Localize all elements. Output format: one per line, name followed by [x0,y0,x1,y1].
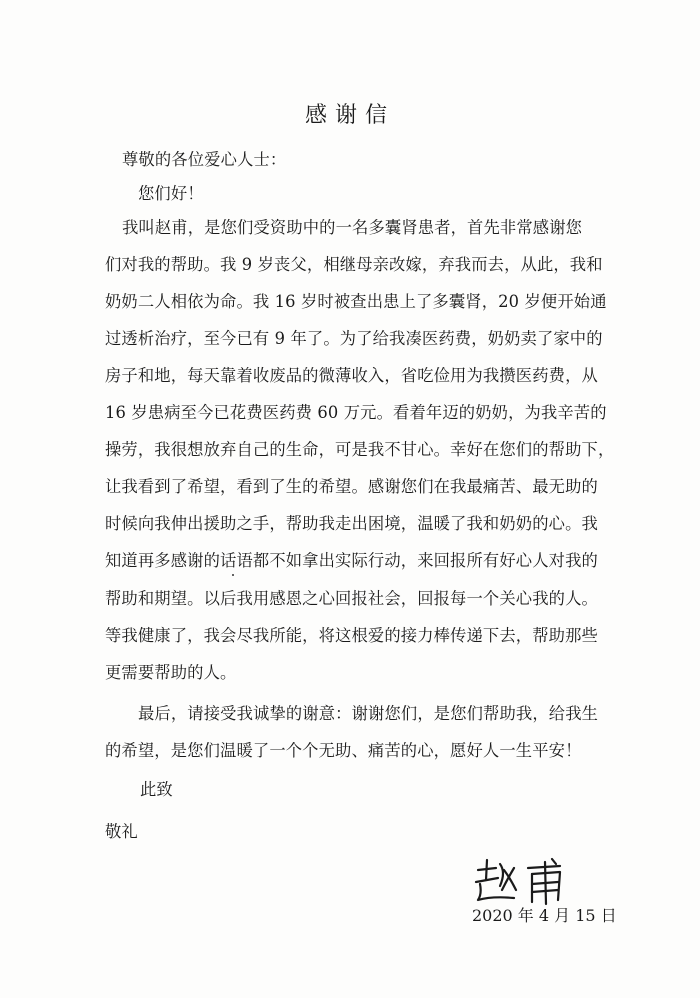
body-line: 过透析治疗，至今已有 9 年了。为了给我凑医药费，奶奶卖了家中的 [105,329,603,348]
body-line: 时候向我伸出援助之手，帮助我走出困境，温暖了我和奶奶的心。我 [105,514,598,533]
body-line: 让我看到了希望，看到了生的希望。感谢您们在我最痛苦、最无助的 [105,477,598,496]
salutation: 尊敬的各位爱心人士： [122,150,287,169]
body-line: 房子和地，每天靠着收废品的微薄收入，省吃俭用为我攒医药费，从 [105,366,598,385]
scan-mark [232,574,234,576]
body-line: 我叫赵甫，是您们受资助中的一名多囊肾患者，首先非常感谢您 [122,218,583,237]
body-line: 16 岁患病至今已花费医药费 60 万元。看着年迈的奶奶，为我辛苦的 [105,403,607,422]
letter-date: 2020 年 4 月 15 日 [472,906,617,925]
handwritten-signature [470,856,580,906]
sign-off-respectfully: 此致 [140,780,173,799]
body-line: 操劳，我很想放弃自己的生命，可是我不甘心。幸好在您们的帮助下， [105,440,615,459]
body-line: 奶奶二人相依为命。我 16 岁时被查出患上了多囊肾，20 岁便开始通 [105,292,607,311]
greeting: 您们好！ [138,184,204,203]
body-line: 等我健康了，我会尽我所能，将这根爱的接力棒传递下去，帮助那些 [105,626,598,645]
letter-title: 感谢信 [304,103,395,128]
body-line: 们对我的帮助。我 9 岁丧父，相继母亲改嫁，弃我而去，从此，我和 [105,255,603,274]
closing-line: 最后，请接受我诚挚的谢意：谢谢您们，是您们帮助我，给我生 [138,704,599,723]
sign-off-salute: 敬礼 [105,822,138,841]
body-line: 更需要帮助的人。 [105,663,237,682]
closing-line: 的希望，是您们温暖了一个个无助、痛苦的心，愿好人一生平安！ [105,741,582,760]
body-line: 帮助和期望。以后我用感恩之心回报社会，回报每一个关心我的人。 [105,589,598,608]
body-line: 知道再多感谢的话语都不如拿出实际行动，来回报所有好心人对我的 [105,551,598,570]
